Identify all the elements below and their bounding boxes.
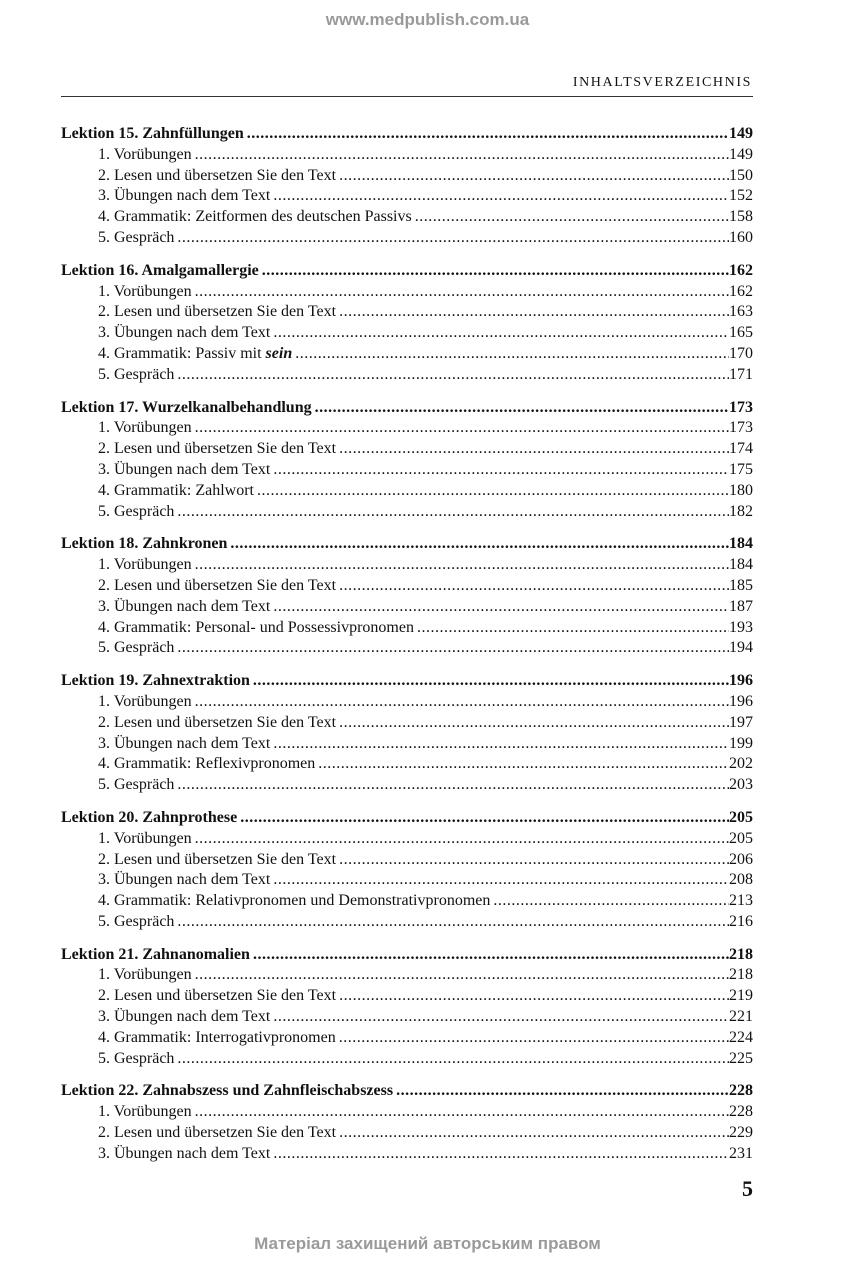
entry-label — [98, 850, 339, 871]
toc-entry[interactable] — [61, 555, 753, 576]
toc-entry[interactable] — [61, 502, 753, 523]
entry-label-text: 2. Lesen und übersetzen Sie den Text — [98, 850, 337, 868]
entry-label-text: 1. Vorübungen — [98, 282, 192, 300]
dot-leader — [493, 891, 729, 912]
toc-entry[interactable] — [61, 344, 753, 365]
dot-leader — [273, 734, 729, 755]
entry-label — [98, 145, 195, 166]
lesson-title: Lektion 22. Zahnabszess und Zahnfleischabszess — [61, 1082, 394, 1100]
entry-page-number: 216 — [729, 912, 753, 930]
toc-lesson-heading[interactable] — [61, 945, 753, 966]
toc-entry[interactable] — [61, 1123, 753, 1144]
entry-label-text: 2. Lesen und übersetzen Sie den Text — [98, 166, 337, 184]
toc-entry[interactable] — [61, 418, 753, 439]
entry-label — [98, 207, 415, 228]
toc-entry[interactable] — [61, 891, 753, 912]
entry-label — [98, 576, 339, 597]
toc-entry[interactable] — [61, 1049, 753, 1070]
dot-leader — [253, 945, 729, 966]
entry-label — [98, 439, 339, 460]
lesson-title: Lektion 20. Zahnprothese — [61, 808, 238, 826]
toc-entry[interactable] — [61, 207, 753, 228]
entry-page-number: 194 — [729, 639, 753, 657]
toc-lesson-heading[interactable] — [61, 808, 753, 829]
dot-leader — [247, 124, 729, 145]
entry-page-number: 149 — [729, 145, 753, 163]
lesson-page-number: 228 — [729, 1082, 753, 1100]
entry-label — [98, 460, 273, 481]
toc-entry[interactable] — [61, 829, 753, 850]
entry-label — [98, 986, 339, 1007]
entry-label-text: 4. Grammatik: Personal- und Possessivpronomen — [98, 618, 414, 636]
entry-label — [98, 618, 417, 639]
dot-leader — [339, 1123, 729, 1144]
dot-leader — [195, 692, 729, 713]
toc-lesson-heading[interactable] — [61, 261, 753, 282]
lesson-page-number: 184 — [729, 535, 753, 553]
entry-label — [98, 692, 195, 713]
dot-leader — [273, 1144, 729, 1165]
entry-label-text: 2. Lesen und übersetzen Sie den Text — [98, 440, 337, 458]
header-rule — [61, 96, 753, 97]
dot-leader — [396, 1081, 729, 1102]
dot-leader — [417, 618, 729, 639]
entry-page-number: 165 — [729, 324, 753, 342]
dot-leader — [273, 597, 729, 618]
entry-page-number: 229 — [729, 1124, 753, 1142]
entry-label-text: 4. Grammatik: Interrogativpronomen — [98, 1028, 336, 1046]
entry-label — [98, 323, 273, 344]
lesson-page-number: 205 — [729, 808, 753, 826]
toc-entry[interactable] — [61, 302, 753, 323]
entry-label-text: 3. Übungen nach dem Text — [98, 324, 271, 342]
dot-leader — [318, 754, 729, 775]
lesson-title: Lektion 15. Zahnfüllungen — [61, 125, 244, 142]
dot-leader — [230, 534, 729, 555]
toc-lesson — [61, 945, 753, 1070]
lesson-title: Lektion 17. Wurzelkanalbehandlung — [61, 398, 312, 416]
entry-page-number: 174 — [729, 440, 753, 458]
dot-leader — [177, 502, 729, 523]
entry-page-number: 224 — [729, 1028, 753, 1046]
toc-entry[interactable] — [61, 323, 753, 344]
dot-leader — [177, 365, 729, 386]
entry-label-text: 1. Vorübungen — [98, 829, 192, 847]
dot-leader — [315, 398, 729, 419]
toc-lesson-heading[interactable] — [61, 534, 753, 555]
dot-leader — [195, 145, 729, 166]
toc-entry[interactable] — [61, 576, 753, 597]
dot-leader — [262, 261, 729, 282]
entry-label — [98, 1028, 339, 1049]
toc-lesson — [61, 534, 753, 659]
entry-label-text: 4. Grammatik: Passiv mit — [98, 344, 266, 362]
entry-page-number: 225 — [729, 1049, 753, 1067]
dot-leader — [415, 207, 729, 228]
entry-label — [98, 1007, 273, 1028]
entry-label — [98, 912, 177, 933]
toc-entry[interactable] — [61, 850, 753, 871]
table-of-contents — [61, 124, 753, 1177]
dot-leader — [177, 1049, 729, 1070]
entry-label-text: 5. Gespräch — [98, 502, 175, 520]
dot-leader — [295, 344, 729, 365]
dot-leader — [257, 481, 729, 502]
entry-label-text: 1. Vorübungen — [98, 556, 192, 574]
entry-label-text: 1. Vorübungen — [98, 966, 192, 984]
toc-lesson — [61, 398, 753, 523]
dot-leader — [339, 713, 729, 734]
toc-entry[interactable] — [61, 1144, 753, 1165]
entry-label — [98, 282, 195, 303]
toc-lesson — [61, 808, 753, 933]
toc-entry[interactable] — [61, 282, 753, 303]
entry-label-text: 3. Übungen nach dem Text — [98, 460, 271, 478]
entry-page-number: 208 — [729, 871, 753, 889]
dot-leader — [195, 965, 729, 986]
dot-leader — [273, 460, 729, 481]
dot-leader — [339, 166, 729, 187]
dot-leader — [339, 850, 729, 871]
dot-leader — [195, 282, 729, 303]
page-number: 5 — [742, 1176, 753, 1201]
entry-label-text: 1. Vorübungen — [98, 419, 192, 437]
entry-label — [98, 1123, 339, 1144]
lesson-page-number: 218 — [729, 945, 753, 963]
entry-page-number: 162 — [729, 282, 753, 300]
lesson-title: Lektion 18. Zahnkronen — [61, 535, 228, 553]
toc-entry[interactable] — [61, 965, 753, 986]
dot-leader — [339, 576, 729, 597]
entry-label-text: 5. Gespräch — [98, 776, 175, 794]
entry-page-number: 150 — [729, 166, 753, 184]
entry-label — [98, 186, 273, 207]
lesson-page-number: 196 — [729, 672, 753, 690]
entry-label — [98, 775, 177, 796]
entry-label-text: 3. Übungen nach dem Text — [98, 1008, 271, 1026]
entry-page-number: 180 — [729, 481, 753, 499]
entry-label — [98, 829, 195, 850]
entry-page-number: 231 — [729, 1144, 753, 1162]
watermark-top: www.medpublish.com.ua — [325, 10, 530, 29]
dot-leader — [339, 302, 729, 323]
entry-label — [98, 1144, 273, 1165]
entry-label-text: 2. Lesen und übersetzen Sie den Text — [98, 303, 337, 321]
toc-entry[interactable] — [61, 692, 753, 713]
entry-label-text: 5. Gespräch — [98, 639, 175, 657]
toc-lesson-heading[interactable] — [61, 671, 753, 692]
entry-label — [98, 166, 339, 187]
entry-label-text: 2. Lesen und übersetzen Sie den Text — [98, 1124, 337, 1142]
lesson-title: Lektion 19. Zahnextraktion — [61, 672, 250, 690]
dot-leader — [177, 912, 729, 933]
entry-label — [98, 713, 339, 734]
entry-label — [98, 597, 273, 618]
entry-page-number: 185 — [729, 576, 753, 594]
toc-entry[interactable] — [61, 365, 753, 386]
toc-lesson — [61, 124, 753, 249]
entry-label — [98, 502, 177, 523]
entry-page-number: 199 — [729, 734, 753, 752]
dot-leader — [240, 808, 729, 829]
dot-leader — [253, 671, 729, 692]
entry-label-text: 3. Übungen nach dem Text — [98, 871, 271, 889]
toc-entry[interactable] — [61, 870, 753, 891]
entry-label-text: 2. Lesen und übersetzen Sie den Text — [98, 987, 337, 1005]
toc-entry[interactable] — [61, 166, 753, 187]
dot-leader — [177, 775, 729, 796]
entry-page-number: 206 — [729, 850, 753, 868]
entry-label — [98, 302, 339, 323]
toc-entry[interactable] — [61, 986, 753, 1007]
lesson-page-number: 173 — [729, 398, 753, 416]
entry-label-text: 4. Grammatik: Zahlwort — [98, 481, 254, 499]
entry-label-text: 4. Grammatik: Zeitformen des deutschen Passivs — [98, 208, 412, 226]
toc-entry[interactable] — [61, 1028, 753, 1049]
toc-entry[interactable] — [61, 734, 753, 755]
entry-page-number: 158 — [729, 208, 753, 226]
entry-label — [98, 891, 493, 912]
entry-label — [98, 754, 318, 775]
toc-entry[interactable] — [61, 597, 753, 618]
entry-label — [98, 965, 195, 986]
entry-label-text: 1. Vorübungen — [98, 1103, 192, 1121]
lesson-title: Lektion 21. Zahnanomalien — [61, 945, 250, 963]
toc-entry[interactable] — [61, 713, 753, 734]
entry-page-number: 170 — [729, 344, 753, 362]
toc-entry[interactable] — [61, 638, 753, 659]
lesson-page-number: 149 — [729, 125, 753, 142]
entry-page-number: 193 — [729, 618, 753, 636]
toc-entry[interactable] — [61, 1102, 753, 1123]
entry-label-text: 5. Gespräch — [98, 1049, 175, 1067]
entry-label-text: 3. Übungen nach dem Text — [98, 187, 271, 205]
toc-lesson — [61, 261, 753, 386]
toc-entry[interactable] — [61, 1007, 753, 1028]
dot-leader — [273, 186, 729, 207]
dot-leader — [195, 418, 729, 439]
entry-label-text: 4. Grammatik: Reflexivpronomen — [98, 755, 316, 773]
dot-leader — [195, 1102, 729, 1123]
dot-leader — [177, 228, 729, 249]
entry-label — [98, 555, 195, 576]
dot-leader — [195, 555, 729, 576]
entry-label-text: 3. Übungen nach dem Text — [98, 734, 271, 752]
entry-page-number: 221 — [729, 1008, 753, 1026]
entry-page-number: 173 — [729, 419, 753, 437]
entry-page-number: 182 — [729, 502, 753, 520]
entry-label-text: 5. Gespräch — [98, 228, 175, 246]
dot-leader — [273, 323, 729, 344]
entry-page-number: 171 — [729, 365, 753, 383]
dot-leader — [273, 1007, 729, 1028]
entry-page-number: 197 — [729, 713, 753, 731]
dot-leader — [273, 870, 729, 891]
entry-page-number: 152 — [729, 187, 753, 205]
entry-page-number: 219 — [729, 987, 753, 1005]
entry-label-text: 1. Vorübungen — [98, 692, 192, 710]
entry-label — [98, 1049, 177, 1070]
entry-page-number: 203 — [729, 776, 753, 794]
toc-lesson-heading[interactable] — [61, 1081, 753, 1102]
dot-leader — [339, 439, 729, 460]
entry-label-text: 3. Übungen nach dem Text — [98, 1144, 271, 1162]
dot-leader — [195, 829, 729, 850]
entry-label — [98, 1102, 195, 1123]
toc-entry[interactable] — [61, 145, 753, 166]
entry-label-text: 2. Lesen und übersetzen Sie den Text — [98, 713, 337, 731]
entry-label-text: 1. Vorübungen — [98, 145, 192, 163]
toc-lesson — [61, 1081, 753, 1164]
entry-page-number: 228 — [729, 1103, 753, 1121]
entry-page-number: 175 — [729, 460, 753, 478]
toc-lesson-heading[interactable] — [61, 398, 753, 419]
entry-label — [98, 734, 273, 755]
toc-entry[interactable] — [61, 228, 753, 249]
toc-entry[interactable] — [61, 618, 753, 639]
entry-page-number: 184 — [729, 556, 753, 574]
entry-label-text: 3. Übungen nach dem Text — [98, 597, 271, 615]
entry-label-text: 2. Lesen und übersetzen Sie den Text — [98, 576, 337, 594]
lesson-page-number: 162 — [729, 261, 753, 279]
entry-label — [98, 228, 177, 249]
dot-leader — [177, 638, 729, 659]
toc-entry[interactable] — [61, 775, 753, 796]
entry-label — [98, 365, 177, 386]
toc-entry[interactable] — [61, 912, 753, 933]
running-head: INHALTSVERZEICHNIS — [572, 75, 752, 90]
entry-page-number: 218 — [729, 966, 753, 984]
toc-entry[interactable] — [61, 481, 753, 502]
entry-label-text: 4. Grammatik: Relativpronomen und Demonstrativpronomen — [98, 892, 491, 910]
entry-label — [98, 870, 273, 891]
entry-label — [98, 481, 257, 502]
entry-page-number: 213 — [729, 892, 753, 910]
toc-entry[interactable] — [61, 460, 753, 481]
toc-entry[interactable] — [61, 754, 753, 775]
entry-label-text: 5. Gespräch — [98, 365, 175, 383]
dot-leader — [339, 986, 729, 1007]
entry-page-number: 205 — [729, 829, 753, 847]
toc-entry[interactable] — [61, 439, 753, 460]
entry-label — [98, 418, 195, 439]
entry-page-number: 202 — [729, 755, 753, 773]
entry-page-number: 196 — [729, 692, 753, 710]
toc-lesson-heading[interactable] — [61, 124, 753, 145]
entry-label-emphasis: sein — [265, 344, 293, 362]
watermark-bottom: Матеріал захищений авторським правом — [254, 1234, 601, 1253]
entry-label-text: 5. Gespräch — [98, 912, 175, 930]
toc-entry[interactable] — [61, 186, 753, 207]
lesson-title: Lektion 16. Amalgamallergie — [61, 261, 259, 279]
entry-label — [98, 344, 295, 365]
entry-page-number: 160 — [729, 228, 753, 246]
dot-leader — [339, 1028, 729, 1049]
entry-page-number: 163 — [729, 303, 753, 321]
entry-page-number: 187 — [729, 597, 753, 615]
toc-lesson — [61, 671, 753, 796]
entry-label — [98, 638, 177, 659]
